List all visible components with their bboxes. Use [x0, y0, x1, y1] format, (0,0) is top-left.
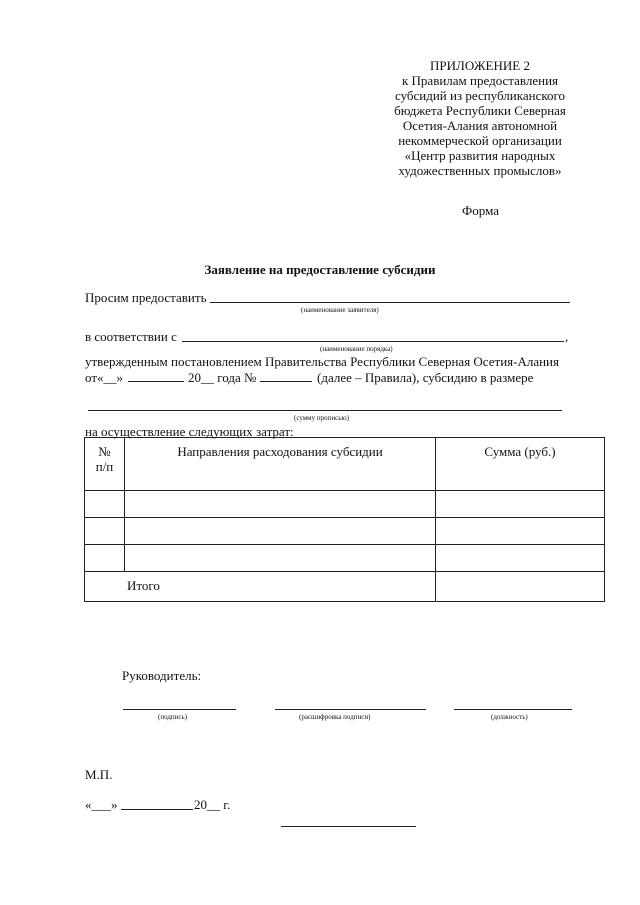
table-row	[85, 518, 605, 545]
row-direction-cell[interactable]	[125, 545, 436, 572]
appendix-header	[370, 58, 590, 178]
amount-words-field[interactable]	[88, 410, 562, 411]
signature-transcript-field[interactable]	[275, 709, 426, 710]
signature-caption: (подпись)	[158, 713, 188, 721]
table-row	[85, 491, 605, 518]
bottom-line	[281, 826, 416, 827]
date-day-label: «___»	[85, 797, 118, 812]
position-caption: (должность)	[491, 713, 528, 721]
document-title: Заявление на предоставление субсидии	[204, 262, 436, 277]
header-number: № п/п	[85, 438, 125, 491]
row-direction-cell[interactable]	[125, 491, 436, 518]
row-number-cell[interactable]	[85, 545, 125, 572]
form-label: Форма	[462, 203, 499, 218]
stamp-label: М.П.	[85, 767, 113, 782]
appendix-line: Осетия-Алания автономной	[402, 118, 558, 133]
appendix-line: художественных промыслов»	[398, 163, 562, 178]
table-row	[85, 545, 605, 572]
appendix-line: к Правилам предоставления	[401, 73, 559, 88]
costs-intro: на осуществление следующих затрат:	[85, 424, 294, 439]
date-month-field[interactable]	[121, 809, 193, 810]
signature-field[interactable]	[123, 709, 236, 710]
amount-words-caption: (сумму прописью)	[294, 414, 349, 422]
appendix-line: субсидий из республиканского	[394, 88, 566, 103]
procedure-name-caption: (наименование порядка)	[320, 345, 393, 353]
signature-transcript-caption: (расшифровка подписи)	[299, 713, 371, 721]
table-total-row	[85, 572, 605, 602]
header-direction: Направления расходования субсидии	[125, 438, 436, 491]
row-sum-cell[interactable]	[436, 491, 605, 518]
appendix-line: некоммерческой организации	[398, 133, 562, 148]
appendix-line: ПРИЛОЖЕНИЕ 2	[430, 58, 530, 73]
head-label: Руководитель:	[122, 668, 202, 683]
applicant-name-caption: (наименование заявителя)	[301, 306, 379, 314]
row-number-cell[interactable]	[85, 491, 125, 518]
resolution-number-field[interactable]	[260, 381, 312, 382]
position-field[interactable]	[454, 709, 572, 710]
row-sum-cell[interactable]	[436, 545, 605, 572]
applicant-name-field[interactable]	[210, 302, 570, 303]
date-prefix: от«__»	[85, 370, 124, 385]
header-sum: Сумма (руб.)	[436, 438, 605, 491]
appendix-line: «Центр развития народных	[404, 148, 556, 163]
year-label: 20__ года №	[188, 370, 257, 385]
procedure-name-field[interactable]	[182, 341, 564, 342]
resolution-text: утвержденным постановлением Правительства Республики Северная Осетия-Алания	[85, 354, 559, 369]
row-number-cell[interactable]	[85, 518, 125, 545]
procedure-comma: ,	[565, 329, 569, 344]
row-direction-cell[interactable]	[125, 518, 436, 545]
total-sum-cell[interactable]	[436, 572, 605, 602]
row-sum-cell[interactable]	[436, 518, 605, 545]
table-header-row	[85, 438, 605, 491]
rules-subsidy-text: (далее – Правила), субсидию в размере	[317, 370, 534, 385]
resolution-month-field[interactable]	[128, 381, 184, 382]
appendix-line: бюджета Республики Северная	[394, 103, 566, 118]
request-prefix: Просим предоставить	[85, 290, 207, 305]
costs-table	[84, 437, 605, 602]
date-year-label: 20__ г.	[194, 797, 231, 812]
total-label: Итого	[85, 572, 436, 602]
procedure-prefix: в соответствии с	[85, 329, 177, 344]
